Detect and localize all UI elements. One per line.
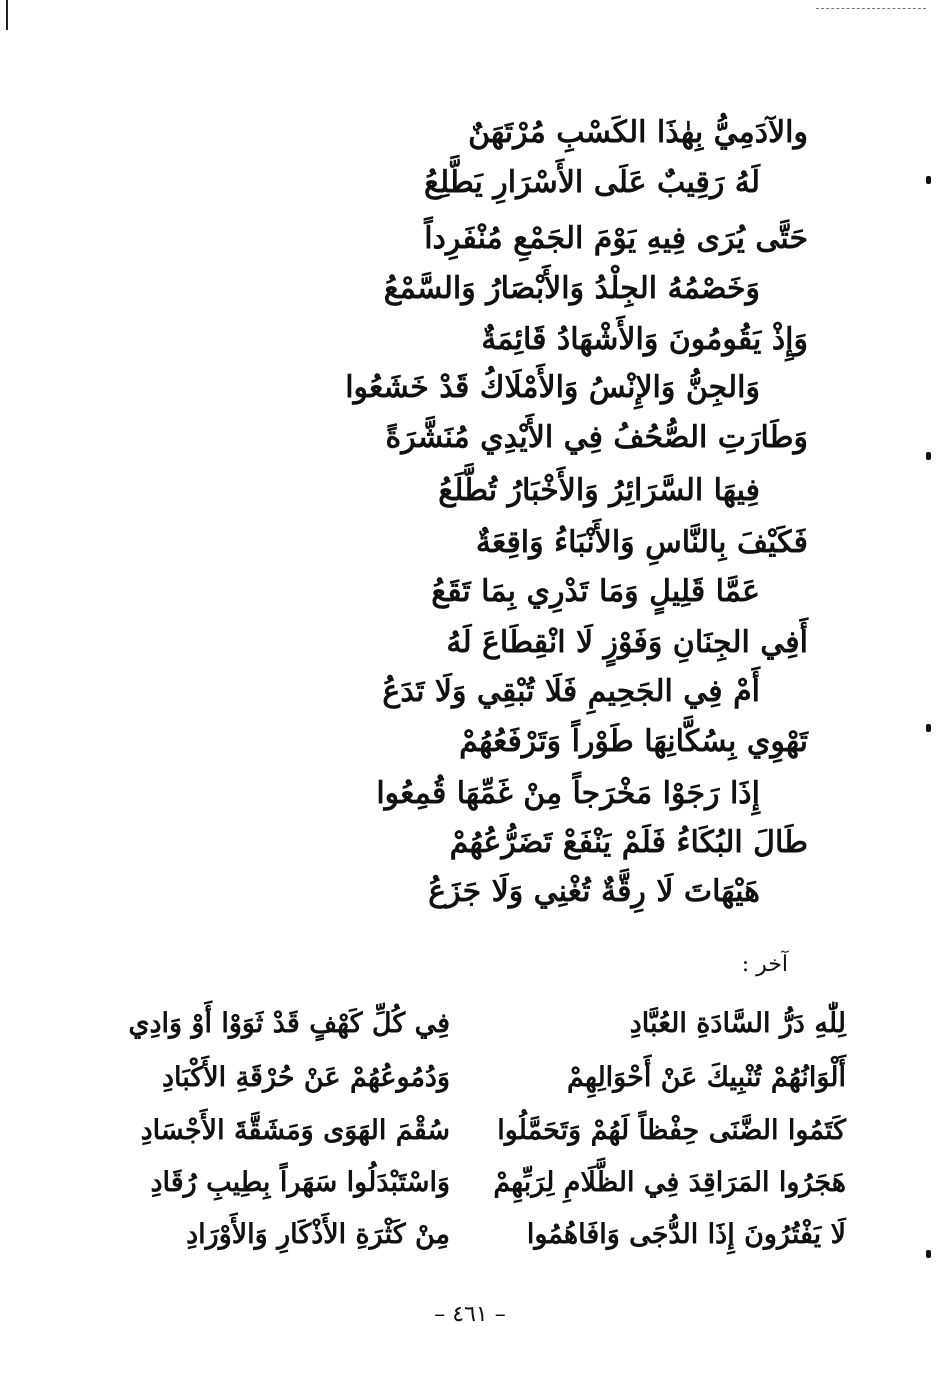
verse-left-hemistich: مِنْ كَثْرَةِ الأَذْكَارِ وَالأَوْرَادِ (186, 1219, 450, 1250)
verse-left-hemistich: وَاسْتَبْدَلُوا سَهَراً بِطِيبِ رُقَادِ (150, 1167, 450, 1198)
verse-hemistich-second: أَمْ فِي الجَحِيمِ فَلَا تُبْقِي وَلَا تَدَعُ (382, 674, 760, 709)
verse-right-hemistich: لَا يَفْتُرُونَ إِذَا الدُّجَى وَافَاهُمُوا (526, 1219, 846, 1250)
verse-hemistich-second: وَالجِنُّ وَالإِنْسُ وَالأَمْلَاكُ قَدْ خَشَعُوا (345, 370, 760, 405)
margin-mark (6, 0, 8, 30)
margin-dot (926, 724, 931, 732)
page-number: – ٤٦١ – (434, 1302, 506, 1327)
margin-dot (926, 452, 931, 460)
verse-hemistich-first: فَكَيْفَ بِالنَّاسِ وَالأَنْبَاءُ وَاقِعَةٌ (475, 525, 808, 560)
verse-hemistich-second: عَمَّا قَلِيلٍ وَمَا تَدْرِي بِمَا تَقَعُ (431, 574, 760, 609)
verse-hemistich-first: وَإِذْ يَقُومُونَ وَالأَشْهَادُ قَائِمَةٌ (481, 322, 808, 357)
margin-dot (926, 1250, 931, 1258)
margin-dot (926, 176, 931, 184)
top-dashed-rule (816, 8, 926, 9)
verse-hemistich-second: لَهُ رَقِيبٌ عَلَى الأَسْرَارِ يَطَّلِعُ (424, 165, 760, 200)
verse-hemistich-second: فِيهَا السَّرَائِرُ وَالأَخْبَارُ تُطَّلَعُ (438, 473, 760, 508)
verse-right-hemistich: أَلْوَانُهُمْ تُنْبِيكَ عَنْ أَحْوَالِهِمْ (567, 1062, 846, 1093)
verse-hemistich-second: وَخَصْمُهُ الجِلْدُ وَالأَبْصَارُ وَالسَّمْعُ (383, 271, 760, 306)
verse-hemistich-first: طَالَ البُكَاءُ فَلَمْ يَنْفَعْ تَضَرُّعُهُمْ (449, 825, 808, 860)
verse-right-hemistich: كَتَمُوا الضَّنَى حِفْظاً لَهُمْ وَتَحَمَّلُوا (497, 1115, 846, 1146)
verse-hemistich-first: وَطَارَتِ الصُّحُفُ فِي الأَيْدِي مُنَشَّرَةً (385, 420, 808, 455)
verse-hemistich-first: حَتَّى يُرَى فِيهِ يَوْمَ الجَمْعِ مُنْفَرِداً (424, 221, 808, 256)
verse-right-hemistich: هَجَرُوا المَرَاقِدَ فِي الظَّلَامِ لِرَبِّهِمْ (493, 1167, 846, 1198)
verse-left-hemistich: وَدُمُوعُهُمْ عَنْ حُرْقَةِ الأَكْبَادِ (162, 1062, 450, 1093)
verse-left-hemistich: سُقْمَ الهَوَى وَمَشَقَّةَ الأَجْسَادِ (140, 1115, 450, 1146)
verse-left-hemistich: فِي كُلِّ كَهْفٍ قَدْ ثَوَوْا أَوْ وَادِي (128, 1008, 450, 1039)
section-label: آخر : (741, 952, 788, 977)
verse-hemistich-first: أَفِي الجِنَانِ وَفَوْزٍ لَا انْقِطَاعَ لَهُ (446, 625, 808, 660)
verse-right-hemistich: لِلّٰهِ دَرُّ السَّادَةِ العُبَّادِ (629, 1008, 846, 1039)
verse-hemistich-second: إِذَا رَجَوْا مَخْرَجاً مِنْ غَمِّهَا قُمِعُوا (376, 776, 760, 811)
verse-hemistich-first: تَهْوِي بِسُكَّانِهَا طَوْراً وَتَرْفَعُهُمْ (459, 724, 808, 759)
verse-hemistich-second: هَيْهَاتَ لَا رِقَّةٌ تُغْنِي وَلَا جَزَعُ (428, 874, 760, 909)
verse-hemistich-first: والآدَمِيُّ بِهٰذَا الكَسْبِ مُرْتَهَنٌ (468, 115, 808, 150)
